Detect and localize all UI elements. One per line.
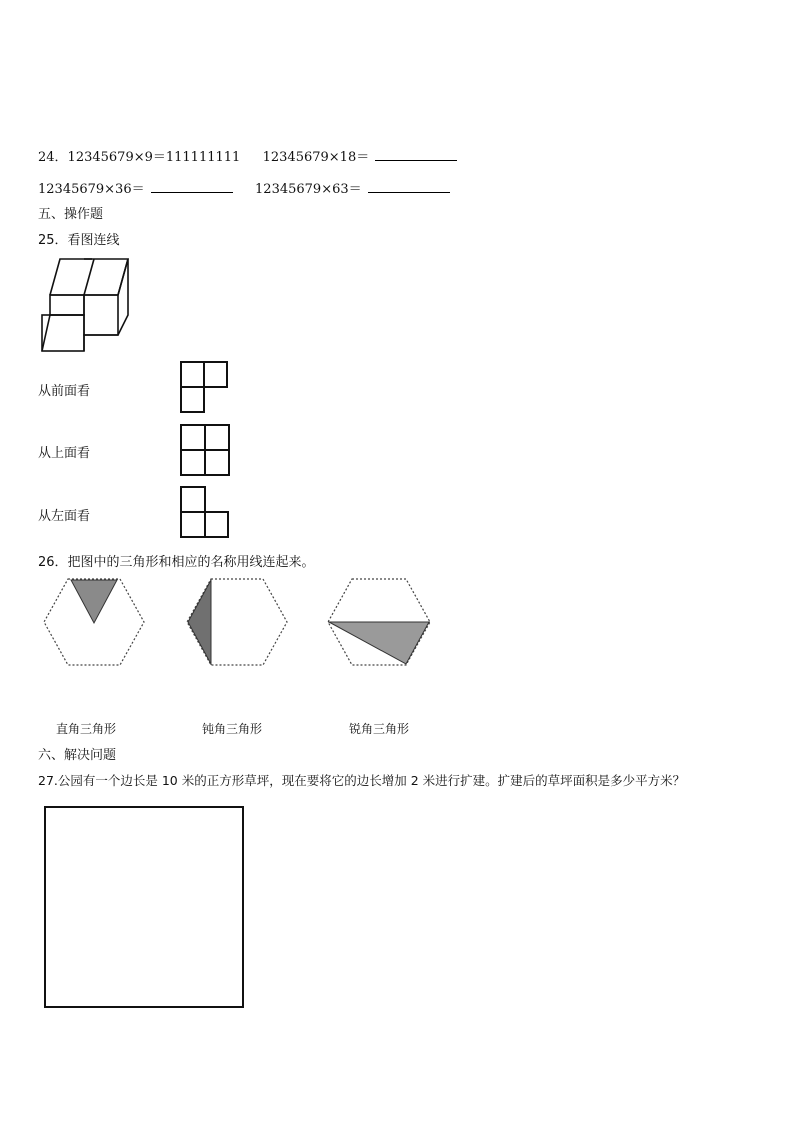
q26-title: 26．把图中的三角形和相应的名称用线连起来。 (38, 555, 315, 570)
hexagon-figure-3 (326, 577, 432, 669)
q24-ask-equation-3: 12345679×63＝ (255, 182, 362, 197)
q25-title: 25．看图连线 (38, 233, 120, 248)
front-view-figure (180, 361, 230, 415)
q24-answer-blank-2[interactable] (151, 178, 233, 193)
q24-line1 (38, 146, 457, 166)
q24-ask-equation-1: 12345679×18＝ (262, 150, 370, 165)
cube-solid-figure (36, 255, 136, 355)
q24-ask-equation-2: 12345679×36＝ (38, 182, 145, 197)
q24-answer-blank-3[interactable] (368, 178, 450, 193)
triangle-label-right: 直角三角形 (56, 722, 117, 736)
left-view-figure (180, 486, 232, 540)
q24-line2 (38, 178, 450, 198)
top-view-figure (180, 424, 232, 478)
section-five-title: 五、操作题 (38, 207, 104, 222)
view-label-front: 从前面看 (38, 384, 91, 399)
triangle-label-acute: 锐角三角形 (349, 722, 410, 736)
view-label-left: 从左面看 (38, 509, 91, 524)
q24-answer-blank-1[interactable] (375, 146, 457, 161)
lawn-square-figure (44, 806, 244, 1008)
q24-given-equation: 24．12345679×9＝111111111 (38, 150, 241, 165)
q27-text: 27.公园有一个边长是 10 米的正方形草坪，现在要将它的边长增加 2 米进行扩建。扩建后的草坪面积是多少平方米？ (38, 773, 686, 788)
view-label-top: 从上面看 (38, 446, 91, 461)
triangle-label-obtuse: 钝角三角形 (202, 722, 263, 736)
hexagon-figure-2 (185, 577, 289, 669)
hexagon-figure-1 (42, 577, 146, 669)
section-six-title: 六、解决问题 (38, 748, 117, 763)
